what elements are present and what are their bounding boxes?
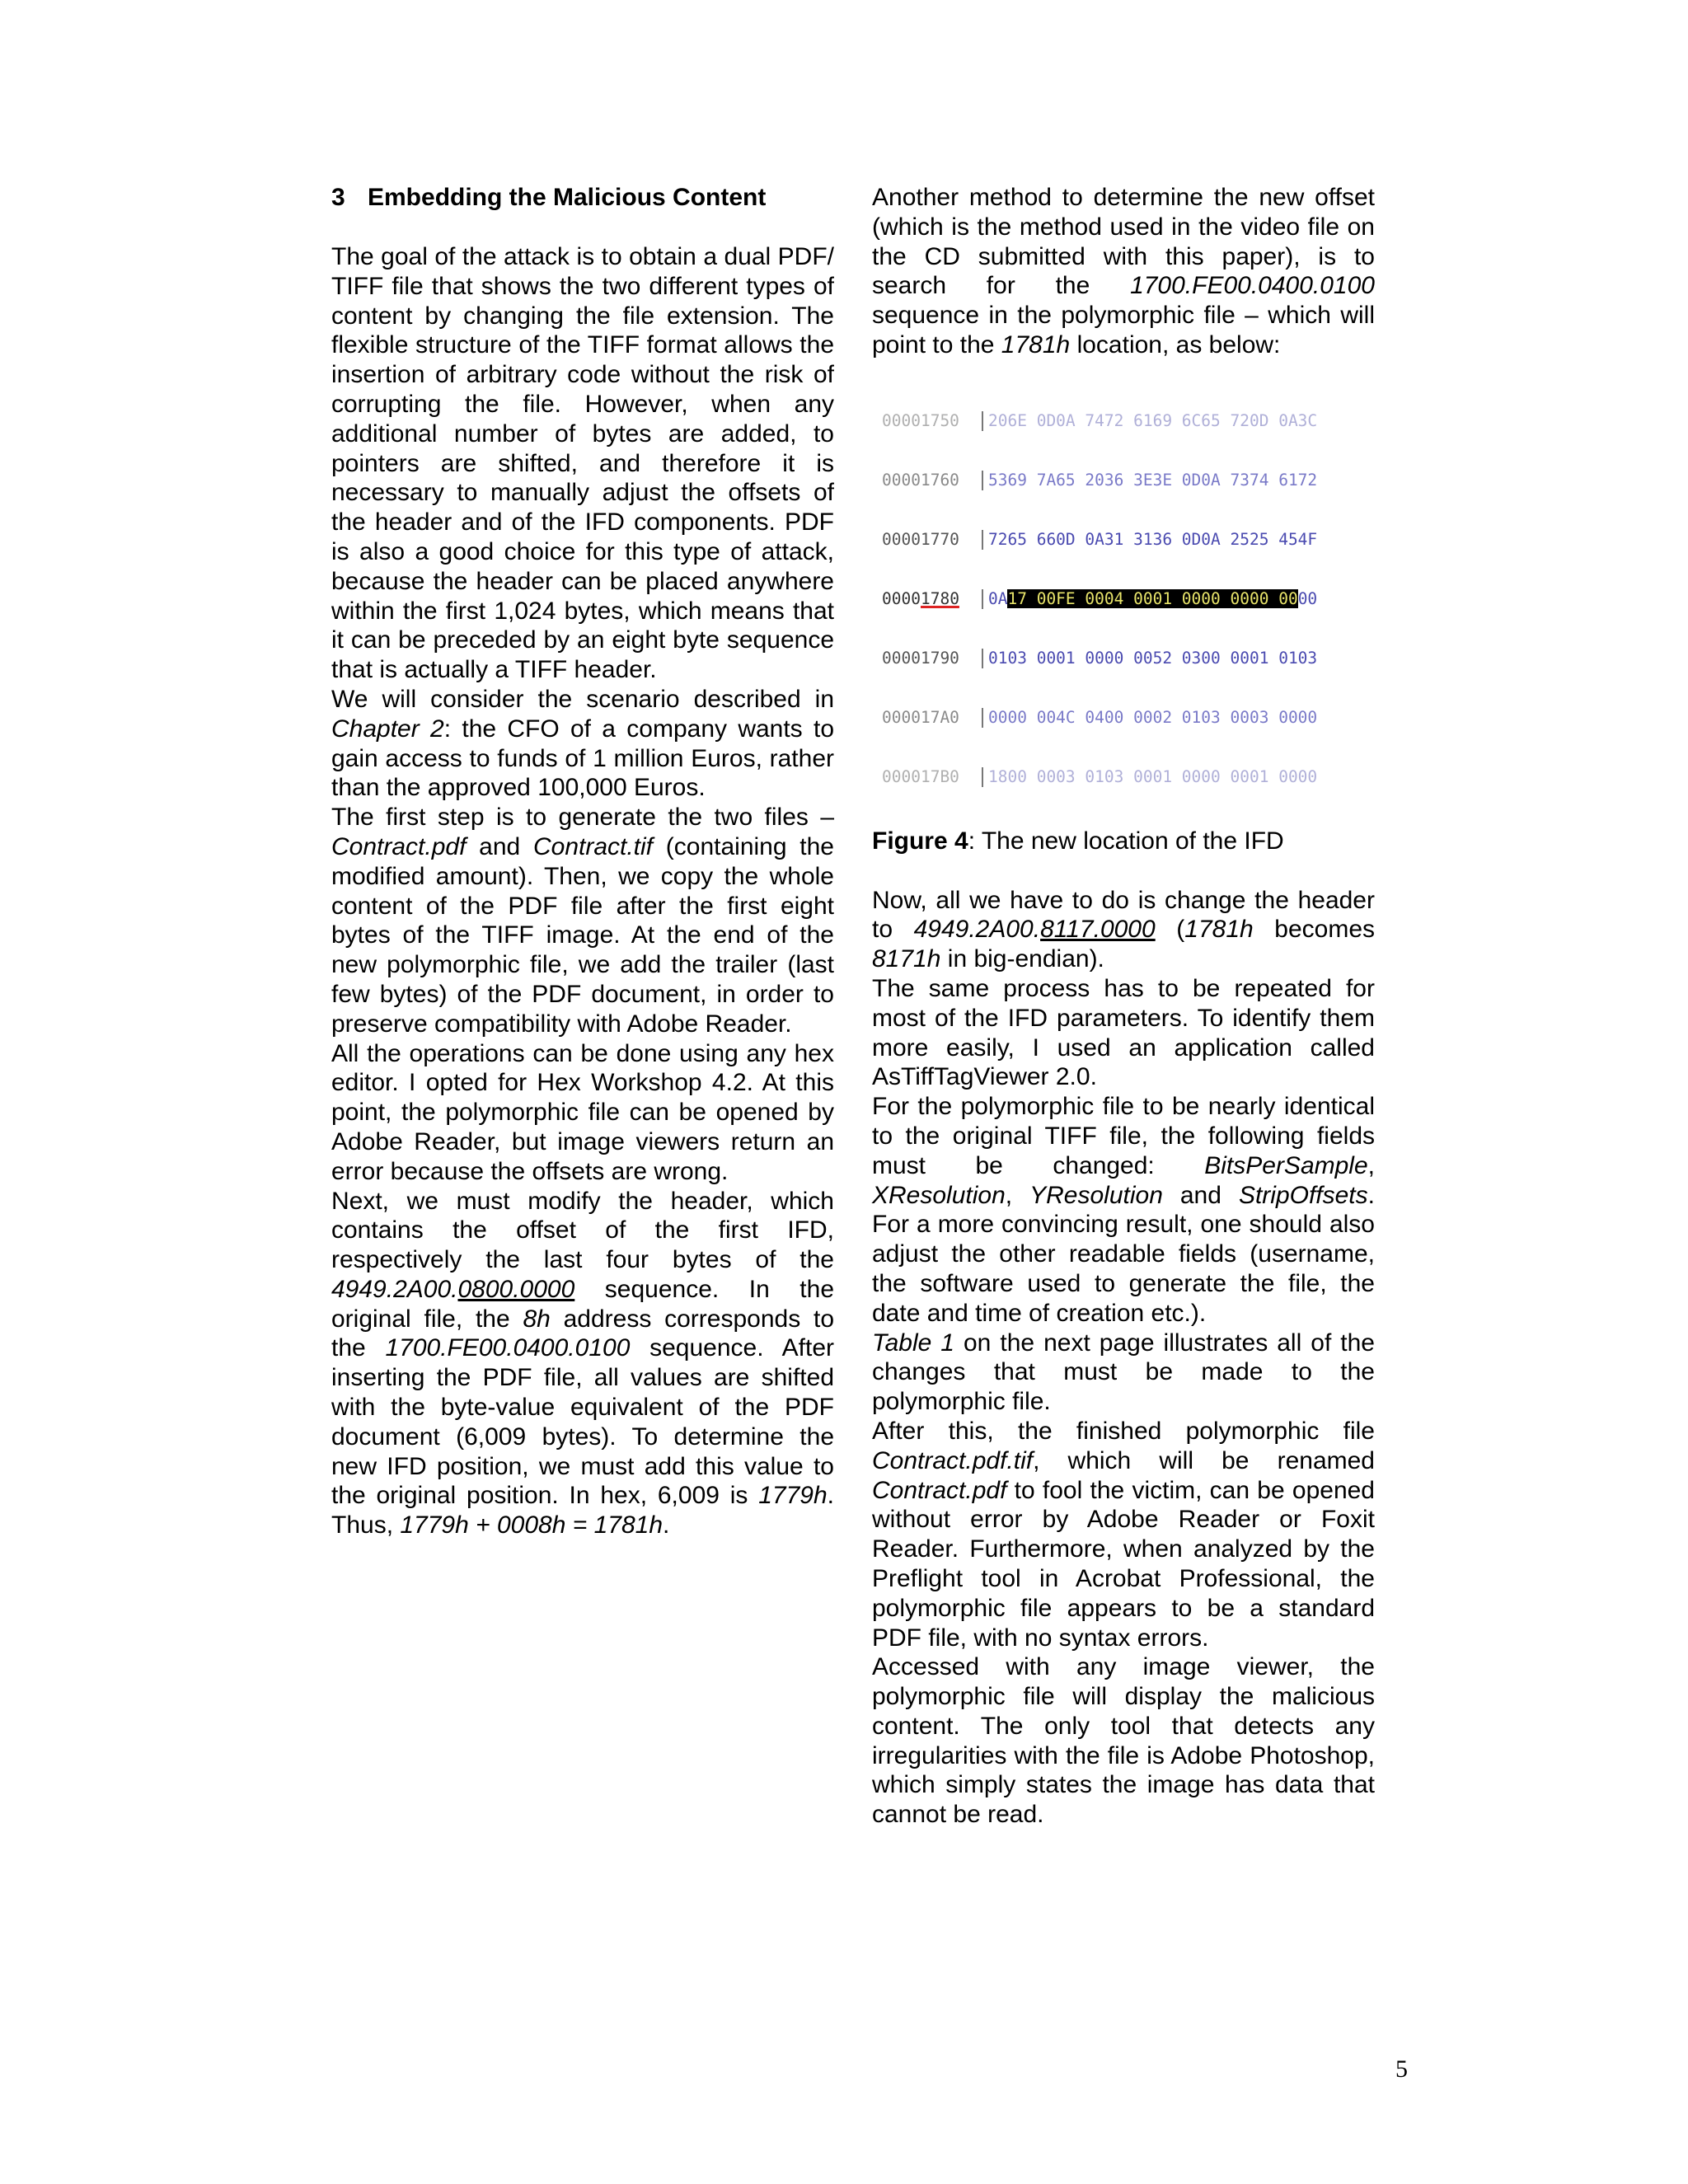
section-number: 3: [331, 184, 345, 211]
paragraph-scenario: We will consider the scenario described in Chapter 2: the CFO of a company wants to gain access to funds of 1 million Euros, rather than the approved 100,000 Euros.: [331, 685, 835, 802]
paragraph-goal: The goal of the attack is to obtain a dual PDF/ TIFF file that shows the two different types of content by changing the file extension. The flexible structure of the TIFF format allows the insertion of arbitrary code without the risk of corrupting the file. However, when any additional number of bytes are added, to pointers are shifted, and therefore it is necessary to manually adjust the offsets of the header and of the IFD components. PDF is also a good choice for this type of attack, because the header can be placed anywhere within the first 1,024 bytes, which means that it can be preceded by an eight byte sequence that is actually a TIFF header.: [331, 243, 834, 684]
paragraph-table-ref: Table 1 on the next page illustrates all of the changes that must be made to the polymorphic file.: [872, 1329, 1375, 1416]
paragraph-hex-editor: All the operations can be done using any hex editor. I opted for Hex Workshop 4.2. At this point, the polymorphic file can be opened by Adobe Reader, but image viewers return an error because the offsets are wrong.: [331, 1039, 834, 1185]
hex-row: 00001760 5369 7A65 2036 3E3E 0D0A 7374 6172: [882, 470, 1318, 490]
figure-caption: Figure 4: The new location of the IFD: [872, 827, 1284, 855]
hex-row: 000017B0 1800 0003 0103 0001 0000 0001 0000: [882, 766, 1318, 786]
hex-row: 000017A0 0000 004C 0400 0002 0103 0003 0000: [882, 707, 1318, 727]
paragraph-image-viewer: Accessed with any image viewer, the polymorphic file will display the malicious content. The only tool that detects any irregularities with the file is Adobe Photoshop, which simply states the image has data that cannot be read.: [872, 1653, 1375, 1829]
paragraph-first-step: The first step is to generate the two files – Contract.pdf and Contract.tif (containing the modified amount). Then, we copy the whole content of the PDF file after the first eight bytes of the TIFF image. At the end of the new polymorphic file, we add the trailer (last few bytes) of the PDF document, in order to preserve compatibility with Adobe Reader.: [331, 804, 834, 1038]
hex-row: 00001750 206E 0D0A 7472 6169 6C65 720D 0A3C: [882, 410, 1318, 430]
section-heading: [331, 183, 834, 213]
paragraph-modify-header: Next, we must modify the header, which contains the offset of the first IFD, respectively the last four bytes of the 4949.2A00.0800.0000 sequence. In the original file, the 8h address corresponds to the 1700.FE00.0400.0100 sequence. After inserting the PDF file, all values are shifted with the byte-value equivalent of the PDF document (6,009 bytes). To determine the new IFD position, we must add this value to the original position. In hex, 6,009 is 1779h. Thus, 1779h + 0008h = 1781h.: [331, 1187, 835, 1540]
hex-row: 00001770 7265 660D 0A31 3136 0D0A 2525 454F: [882, 529, 1318, 549]
hex-highlight: 17 00FE 0004 0001 0000 0000 00: [1007, 588, 1298, 608]
paragraph-finished-file: After this, the finished polymorphic file Contract.pdf.tif, which will be renamed Contract.pdf to fool the victim, can be opened without error by Adobe Reader or Foxit Reader. Furthermore, when analyzed by the Preflight tool in Acrobat Professional, the polymorphic file appears to be a standard PDF file, with no syntax errors.: [872, 1417, 1375, 1652]
hex-dump-figure: [882, 372, 1375, 827]
left-column: [331, 183, 834, 1540]
paragraph-fields: For the polymorphic file to be nearly identical to the original TIFF file, the following fields must be changed: BitsPerSample, XResolution, YResolution and StripOffsets. For a more convincing result, one should also adjust the other readable fields (username, the software used to generate the file, the date and time of creation etc.).: [872, 1093, 1375, 1327]
hex-row-highlighted: 00001780 0A17 00FE 0004 0001 0000 0000 0000: [882, 588, 1318, 608]
paragraph-change-header: Now, all we have to do is change the header to 4949.2A00.8117.0000 (1781h becomes 8171h in big-endian).: [872, 886, 1376, 973]
paragraph-same-process: The same process has to be repeated for most of the IFD parameters. To identify them more easily, I used an application called AsTiffTagViewer 2.0.: [872, 974, 1375, 1091]
paragraph-another-method: Another method to determine the new offset (which is the method used in the video file on the CD submitted with this paper), is to search for the 1700.FE00.0400.0100 sequence in the polymorphic file – which will point to the 1781h location, as below:: [872, 184, 1375, 359]
page-number: 5: [1395, 2055, 1408, 2083]
hex-row: 00001790 0103 0001 0000 0052 0300 0001 0103: [882, 648, 1318, 668]
right-column: [872, 183, 1375, 1830]
section-title: Embedding the Malicious Content: [368, 184, 767, 211]
